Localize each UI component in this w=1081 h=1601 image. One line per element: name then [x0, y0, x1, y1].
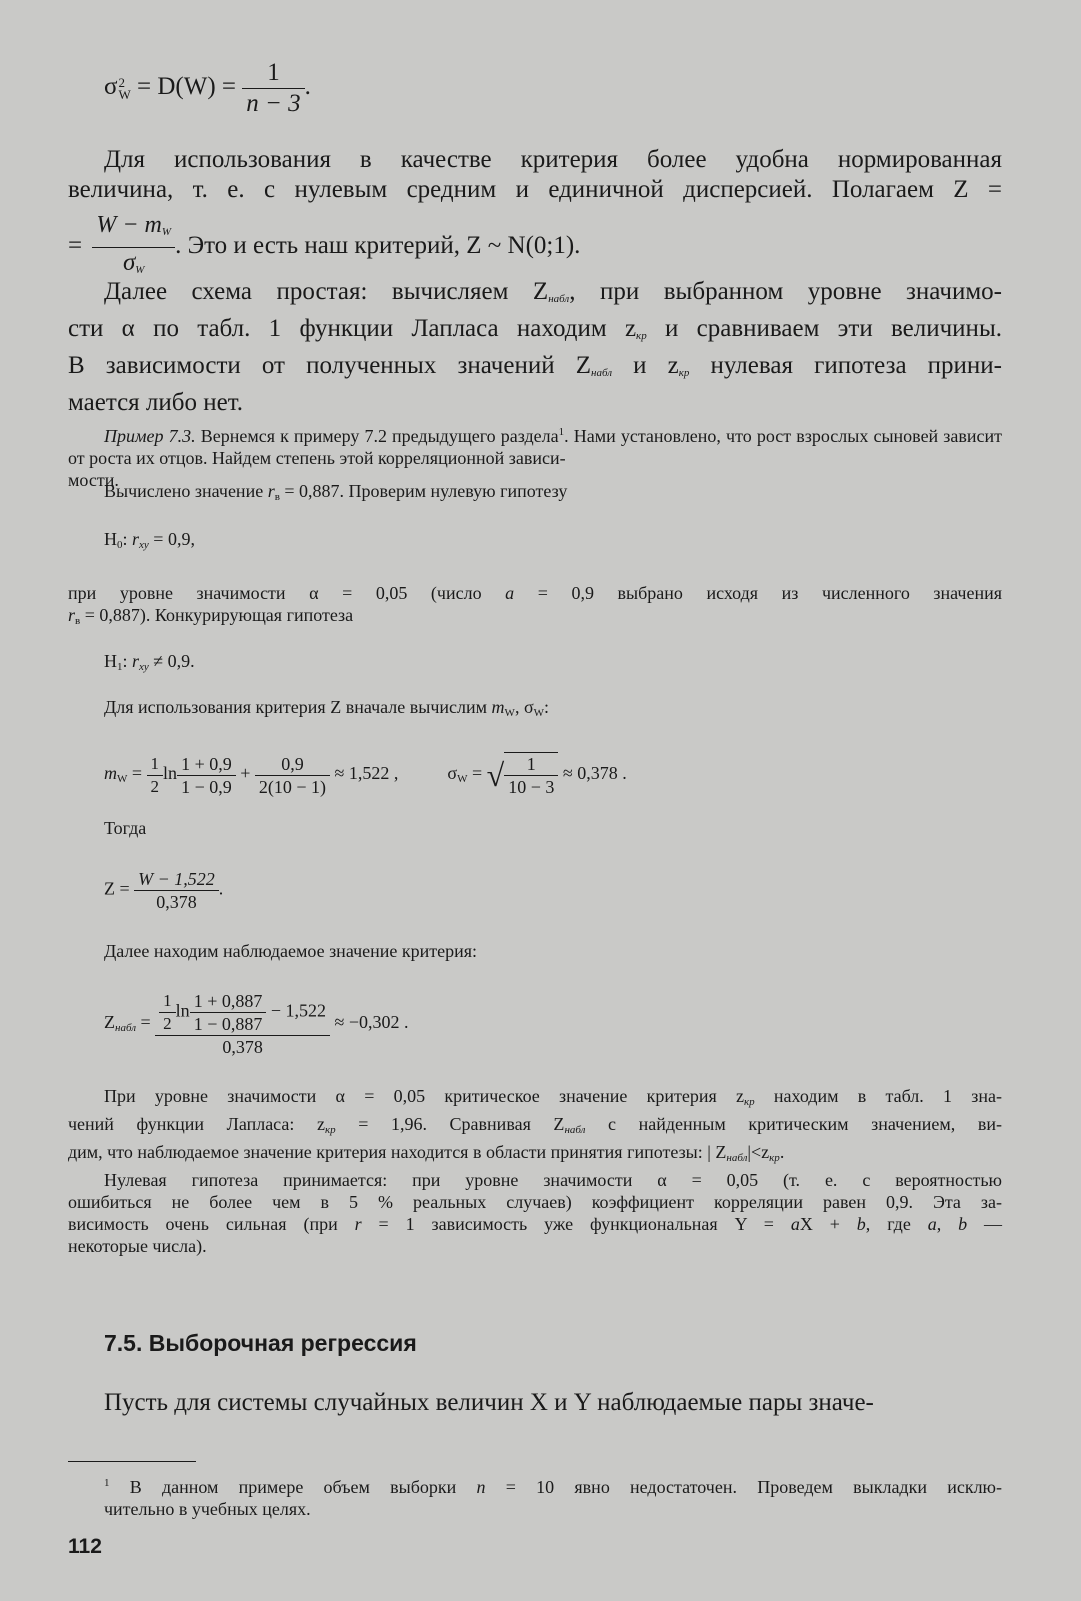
- para2-t2: , при выбранном уровне значимо-: [569, 278, 1002, 305]
- mw-ln: ln: [163, 763, 178, 784]
- mw-half-num: 1: [150, 753, 160, 773]
- z-frac-num-sub: W: [161, 226, 172, 238]
- example-conclusion: [68, 1085, 1002, 1257]
- footnote-rule: [68, 1461, 196, 1462]
- zn-ln: ln: [175, 1000, 190, 1021]
- zn-half-num: 1: [163, 991, 172, 1010]
- p7c-var: r: [354, 1214, 362, 1234]
- p6e: с найденным критическим значением, ви-: [585, 1114, 1003, 1134]
- p6g: |<z: [747, 1142, 770, 1162]
- p4a: Для использования критерия Z вначале вычислим: [104, 697, 492, 717]
- p6f: дим, что наблюдаемое значение критерия находится в области принятия гипотезы: | Z: [68, 1142, 727, 1162]
- sub-w: W: [118, 86, 131, 102]
- p3b: = 0,9 выбрано исходя из численного значения: [514, 583, 1002, 603]
- p4-m: m: [491, 697, 505, 717]
- paragraph-scheme: [68, 277, 1002, 418]
- h0-value: = 0,9,: [148, 529, 195, 549]
- para1-line1: Для использования в качестве критерия более удобна нормированная: [104, 146, 1002, 173]
- z-lhs: Z =: [104, 878, 135, 899]
- zn-sub: набл: [115, 1022, 137, 1035]
- p7e: X +: [799, 1214, 857, 1234]
- example-p1c: мости.: [68, 470, 119, 490]
- p6c: чений функции Лапласа: z: [68, 1114, 325, 1134]
- footnote: [68, 1472, 1002, 1520]
- example-use-z: [104, 696, 549, 724]
- sw-den: 10 − 3: [504, 775, 558, 798]
- para2-sub1: набл: [548, 293, 570, 305]
- z-frac-den-sub: W: [135, 264, 145, 276]
- sw-num: 1: [526, 754, 536, 774]
- p3c-sub: в: [75, 615, 81, 627]
- paragraph-normalized: [68, 145, 1002, 205]
- text-togda: Тогда: [104, 818, 147, 838]
- para2-line3b: и z: [612, 352, 679, 379]
- para2-sub3: набл: [591, 367, 613, 379]
- formula-mw-sw: [104, 752, 627, 798]
- p6h: .: [779, 1142, 785, 1162]
- p7f-var: a: [927, 1214, 937, 1234]
- p3d: = 0,887). Конкурирующая гипотеза: [80, 605, 354, 625]
- p7d: = 1 зависимость уже функциональная Y =: [361, 1214, 791, 1234]
- formula-z-observed: [104, 990, 409, 1058]
- h1-h: H: [104, 651, 117, 671]
- zn-lhs: Z: [104, 1012, 115, 1033]
- hypothesis-h1: [104, 650, 195, 678]
- footnote-t2: чительно в учебных целях.: [104, 1499, 311, 1519]
- formula-variance: [104, 58, 311, 119]
- p6b: находим в табл. 1 зна-: [754, 1086, 1003, 1106]
- example-alpha: [68, 582, 1002, 632]
- para2-t1: Далее схема простая: вычисляем Z: [104, 278, 549, 305]
- p4b: , σ: [514, 697, 534, 717]
- z-frac-num: W − m: [96, 212, 162, 238]
- zn-minus: − 1,522: [266, 1000, 326, 1021]
- h1-value: ≠ 0,9.: [148, 651, 195, 671]
- p4c: :: [544, 697, 550, 717]
- para2-sub4: кр: [678, 367, 690, 379]
- h1-colon: :: [122, 651, 133, 671]
- p4-m-sub: W: [504, 707, 515, 719]
- p7i: некоторые числа).: [68, 1236, 207, 1256]
- h1-var: r: [132, 651, 140, 671]
- mw-lhs: m: [104, 763, 117, 784]
- mw-half-den: 2: [147, 775, 164, 798]
- h1-sub: 1: [117, 661, 123, 673]
- h1-var-sub: xy: [139, 661, 149, 673]
- mw-lhs-sub: W: [117, 773, 128, 786]
- p7c: висимость очень сильная (при: [68, 1214, 355, 1234]
- hypothesis-h0: [104, 528, 195, 556]
- example-p1: Вернемся к примеру 7.2 предыдущего раздела: [195, 426, 559, 446]
- example-computed: [104, 480, 567, 508]
- example-p1b: . Нами установлено, что рост взрослых сыновей зависит от роста их отцов. Найдем степень этой корреляционной зависи-: [68, 426, 1003, 468]
- para2-line3a: В зависимости от полученных значений Z: [68, 352, 592, 379]
- p7f: , где: [865, 1214, 928, 1234]
- p6a: При уровне значимости α = 0,05 критическое значение критерия z: [104, 1086, 744, 1106]
- sw-lhs-sub: W: [457, 773, 468, 786]
- p6g-sub: кр: [769, 1152, 780, 1164]
- h0-sub: 0: [117, 539, 123, 551]
- p6f-sub: набл: [726, 1152, 748, 1164]
- section-heading: 7.5. Выборочная регрессия: [104, 1330, 417, 1356]
- page-number: 112: [68, 1535, 102, 1558]
- z-num: W − 1,522: [138, 869, 215, 889]
- mw-f1-num: 1 + 0,9: [181, 753, 232, 774]
- sw-eq: =: [467, 763, 487, 784]
- example-label: Пример 7.3.: [104, 426, 196, 446]
- footnote-ref: 1: [558, 426, 565, 438]
- zn-half-den: 2: [159, 1012, 176, 1035]
- z-frac-den: σ: [122, 249, 136, 276]
- p2b: = 0,887. Проверим нулевую гипотезу: [279, 481, 568, 501]
- sqrt-sign: √ $\frac{1}{10 - 3}$: [487, 752, 559, 798]
- eq-prefix: =: [68, 232, 83, 260]
- p7d-var: a: [790, 1214, 800, 1234]
- zn-f-num: 1 + 0,887: [193, 991, 263, 1011]
- p6c-sub: кр: [324, 1124, 336, 1136]
- p2-var: r: [267, 481, 275, 501]
- p7a: Нулевая гипотеза принимается: при уровне значимости α = 0,05 (т. е. с вероятностью: [104, 1170, 1002, 1190]
- z-tail: .: [218, 878, 224, 899]
- p2a: Вычислено значение: [104, 481, 268, 501]
- zn-f-den: 1 − 0,887: [190, 1012, 267, 1035]
- mw-eq: =: [127, 763, 147, 784]
- p3c-var: r: [68, 605, 76, 625]
- para1-formula-line: [68, 210, 580, 285]
- formula-mid: = D(W) =: [130, 73, 243, 101]
- p2-sub: в: [274, 491, 280, 503]
- frac-den: n − 3: [242, 88, 304, 119]
- h0-h: H: [104, 529, 117, 549]
- para1-line2: величина, т. е. с нулевым средним и единичной дисперсией. Полагаем Z =: [68, 176, 1002, 203]
- zn-den: 0,378: [155, 1035, 330, 1058]
- frac-num: 1: [267, 59, 280, 86]
- zn-result: ≈ −0,302 .: [330, 1012, 409, 1033]
- para1-tail: . Это и есть наш критерий, Z ~ N(0;1).: [175, 232, 581, 260]
- z-den: 0,378: [134, 890, 219, 913]
- sw-result: ≈ 0,378 .: [558, 763, 627, 784]
- mw-f2-num: 0,9: [281, 753, 304, 774]
- p3a: при уровне значимости α = 0,05 (число: [68, 583, 506, 603]
- example-observed: Далее находим наблюдаемое значение критерия:: [104, 941, 478, 961]
- sw-lhs: σ: [447, 763, 458, 784]
- formula-tail: .: [304, 73, 311, 101]
- zn-eq: =: [136, 1012, 156, 1033]
- mw-result: ≈ 1,522 ,: [330, 763, 399, 784]
- h0-var: r: [132, 529, 140, 549]
- footnote-var: n: [476, 1477, 486, 1497]
- h0-colon: :: [122, 529, 133, 549]
- para2-line3c: нулевая гипотеза прини-: [689, 352, 1003, 379]
- p3-var: a: [505, 583, 515, 603]
- p6d-sub: набл: [564, 1124, 586, 1136]
- footnote-t1: В данном примере объем выборки: [109, 1477, 477, 1497]
- sigma-symbol: σ: [104, 73, 118, 101]
- para2-line4: мается либо нет.: [68, 389, 244, 416]
- mw-f2-den: 2(10 − 1): [255, 775, 330, 798]
- p7h: —: [967, 1214, 1003, 1234]
- mw-plus: +: [235, 763, 255, 784]
- section-text: Пусть для системы случайных величин X и Y наблюдаемые пары значе-: [104, 1389, 874, 1416]
- para2-line2a: сти α по табл. 1 функции Лапласа находим z: [68, 315, 637, 342]
- p4-s-sub: W: [533, 707, 545, 719]
- para2-sub2: кр: [636, 330, 647, 342]
- p7g: ,: [936, 1214, 959, 1234]
- footnote-t1b: = 10 явно недостаточен. Проведем выкладки исклю-: [485, 1477, 1002, 1497]
- h0-var-sub: xy: [139, 539, 149, 551]
- p7e-var: b: [856, 1214, 866, 1234]
- p6a-sub: кр: [743, 1096, 755, 1108]
- mw-f1-den: 1 − 0,9: [177, 775, 236, 798]
- footnote-mark: 1: [104, 1477, 110, 1489]
- para2-line2b: и сравниваем эти величины.: [646, 315, 1002, 342]
- p7g-var: b: [958, 1214, 968, 1234]
- sup-2: 2: [118, 74, 125, 90]
- p6d: = 1,96. Сравнивая Z: [335, 1114, 565, 1134]
- formula-z: [104, 868, 223, 913]
- p7b: ошибиться не более чем в 5 % реальных случаев) коэффициент корреляции равен 0,9. Эта за-: [68, 1192, 1002, 1212]
